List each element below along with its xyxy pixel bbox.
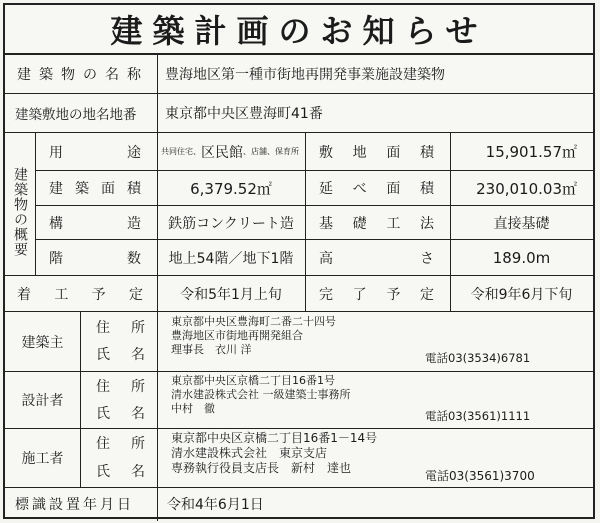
use-label: 用 途 [49,144,141,161]
row-divider [5,428,593,429]
owner-details: 東京都中央区豊海町二番二十四号 豊海地区市街地再開発組合 理事長 衣川 洋 [171,315,336,356]
notice-board [3,3,595,519]
designer-details: 東京都中央区京橋二丁目16番1号 清水建設株式会社 一級建築士事務所 中村 徹 [171,374,351,415]
height-label: 高 さ [319,250,434,267]
contractor-address-label: 住 所 [96,436,145,452]
height-value: 189.0m [492,248,551,267]
contractor-name-label: 氏 名 [96,464,145,480]
total-floor-area-value: 230,010.03㎡ [476,179,577,198]
designer-role: 設計者 [21,393,64,409]
owner-role: 建築主 [21,334,64,351]
designer-name-label: 氏 名 [96,406,145,422]
building-area-value: 6,379.52㎡ [190,179,272,198]
site-location-label: 建築敷地の地名地番 [15,107,137,123]
foundation-value: 直接基礎 [493,215,550,232]
owner-address-label: 住 所 [96,320,145,336]
structure-value: 鉄筋コンクリート造 [168,215,294,232]
completion-label: 完 了 予 定 [319,286,434,303]
overview-side-label: 建築物の概要 [12,167,28,257]
site-location-value: 東京都中央区豊海町41番 [165,106,323,122]
owner-phone: 電話03(3534)6781 [425,351,531,365]
site-area-label: 敷 地 面 積 [319,144,434,161]
start-value: 令和5年1月上旬 [180,286,282,303]
page-title: 建築計画のお知らせ [5,5,593,55]
designer-phone: 電話03(3561)1111 [425,409,531,423]
contractor-phone: 電話03(3561)3700 [425,469,535,483]
building-area-label: 建 築 面 積 [49,181,141,197]
owner-name-label: 氏 名 [96,347,145,363]
start-label: 着 工 予 定 [17,286,143,303]
use-value: 共同住宅、 区民館 、店舗、保育所 [161,144,299,161]
row-divider [5,311,593,312]
sign-date-value: 令和4年6月1日 [167,496,264,513]
designer-address-label: 住 所 [96,379,145,395]
completion-value: 令和9年6月下旬 [470,286,573,303]
sign-date-label: 標識設置年月日 [15,496,134,513]
row-divider [5,371,593,372]
floors-label: 階 数 [49,250,141,267]
structure-label: 構 造 [49,215,141,232]
contractor-details: 東京都中央区京橋二丁目16番1－14号 清水建設株式会社 東京支店 専務執行役員支店長 新村 達也 [171,431,378,475]
building-name-value: 豊海地区第一種市街地再開発事業施設建築物 [165,67,445,83]
floors-value: 地上54階／地下1階 [168,250,294,267]
total-floor-area-label: 延 べ 面 積 [319,181,434,197]
site-area-value: 15,901.57㎡ [485,143,577,161]
building-name-label: 建 築 物 の 名 称 [17,67,141,83]
contractor-role: 施工者 [21,451,64,467]
foundation-label: 基 礎 工 法 [319,215,434,232]
